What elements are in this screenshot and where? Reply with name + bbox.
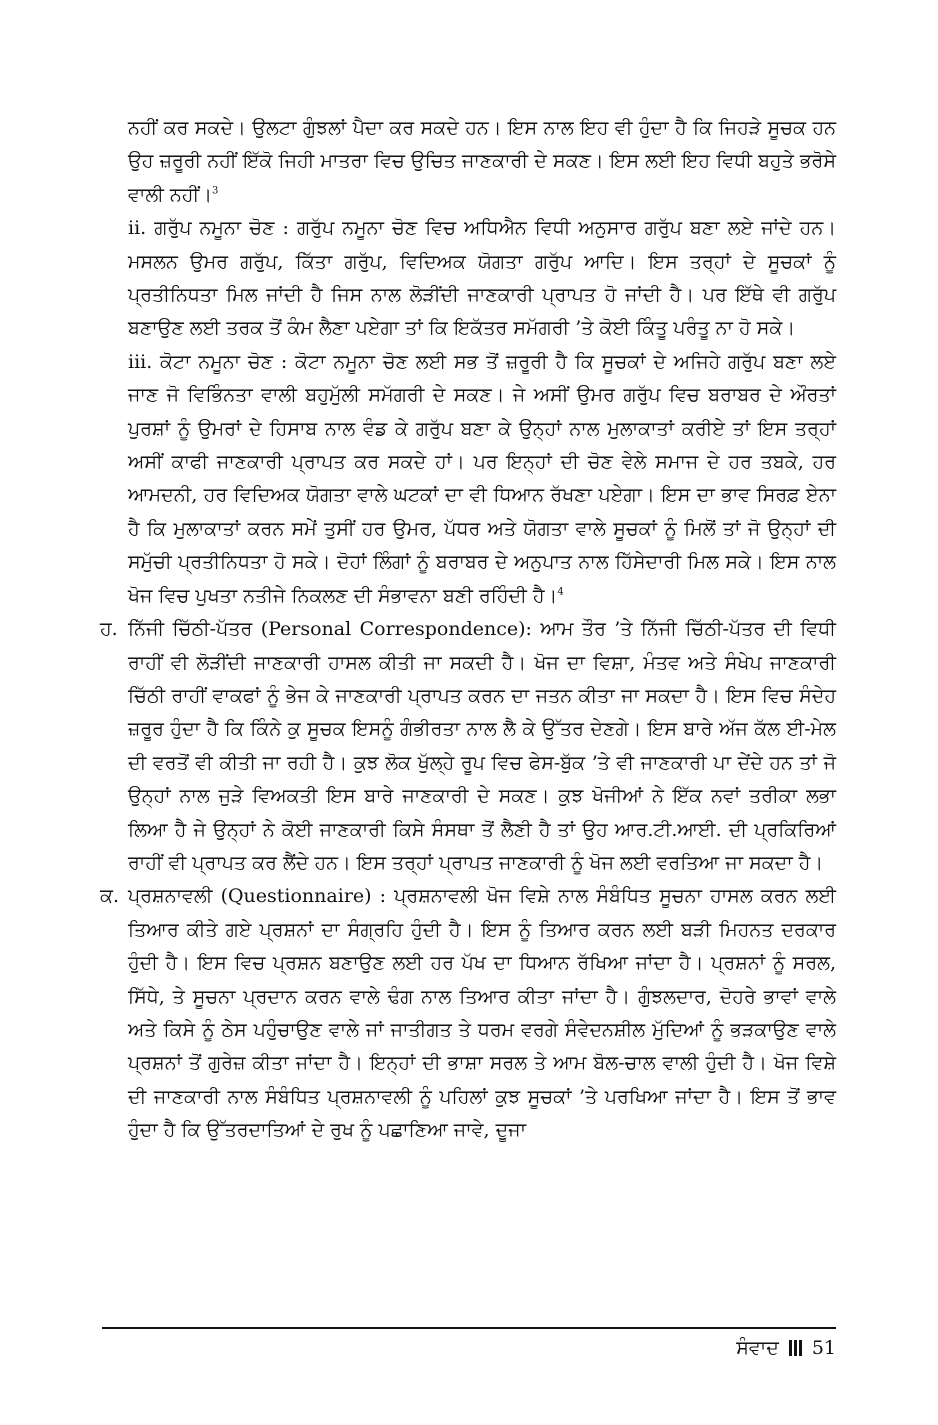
separator-bars-icon [789,1340,802,1356]
page-number: 51 [811,1337,836,1359]
list-marker: ਹ. [100,618,118,641]
item-text: ਪ੍ਰਸ਼ਨਾਵਲੀ (Questionnaire) : ਪ੍ਰਸ਼ਨਾਵਲੀ ਖੋਜ ਵਿਸ਼ੇ ਨਾਲ ਸੰਬੰਧਿਤ ਸੂਚਨਾ ਹਾਸਲ ਕਰਨ ਲਈ ਤਿਆਰ ਕੀਤੇ ਗਏ ਪ੍ਰਸ਼ਨਾਂ ਦਾ ਸੰਗ੍ਰਹਿ ਹੁੰਦੀ ਹੈ। ਇਸ ਨੂੰ ਤਿਆਰ ਕਰਨ ਲਈ ਬੜੀ ਮਿਹਨਤ ਦਰਕਾਰ ਹੁੰਦੀ ਹੈ। ਇਸ ਵਿਚ ਪ੍ਰਸ਼ਨ ਬਣਾਉਣ ਲਈ ਹਰ ਪੱਖ ਦਾ ਧਿਆਨ ਰੱਖਿਆ ਜਾਂਦਾ ਹੈ। ਪ੍ਰਸ਼ਨਾਂ ਨੂੰ ਸਰਲ, ਸਿੱਧੇ, ਤੇ ਸੂਚਨਾ ਪ੍ਰਦਾਨ ਕਰਨ ਵਾਲੇ ਢੰਗ ਨਾਲ ਤਿਆਰ ਕੀਤਾ ਜਾਂਦਾ ਹੈ। ਗੁੰਝਲਦਾਰ, ਦੋਹਰੇ ਭਾਵਾਂ ਵਾਲੇ ਅਤੇ ਕਿਸੇ ਨੂੰ ਠੇਸ ਪਹੁੰਚਾਉਣ ਵਾਲੇ ਜਾਂ ਜਾਤੀਗਤ ਤੇ ਧਰਮ ਵਰਗੇ ਸੰਵੇਦਨਸ਼ੀਲ ਮੁੱਦਿਆਂ ਨੂੰ ਭੜਕਾਉਣ ਵਾਲੇ ਪ੍ਰਸ਼ਨਾਂ ਤੋਂ ਗੁਰੇਜ਼ ਕੀਤਾ ਜਾਂਦਾ ਹੈ। ਇਨ੍ਹਾਂ ਦੀ ਭਾਸ਼ਾ ਸਰਲ ਤੇ ਆਮ ਬੋਲ-ਚਾਲ ਵਾਲੀ ਹੁੰਦੀ ਹੈ। ਖੋਜ ਵਿਸ਼ੇ ਦੀ ਜਾਣਕਾਰੀ ਨਾਲ ਸੰਬੰਧਿਤ ਪ੍ਰਸ਼ਨਾਵਲੀ ਨੂੰ ਪਹਿਲਾਂ ਕੁਝ ਸੂਚਕਾਂ ’ਤੇ ਪਰਖਿਆ ਜਾਂਦਾ ਹੈ। ਇਸ ਤੋਂ ਭਾਵ ਹੁੰਦਾ ਹੈ ਕਿ ਉੱਤਰਦਾਤਿਆਂ ਦੇ ਰੁਖ ਨੂੰ ਪਛਾਣਿਆ ਜਾਵੇ, ਦੂਜਾ [128,885,836,1142]
page-footer [736,1336,836,1360]
item-text: ਨਿੱਜੀ ਚਿੱਠੀ-ਪੱਤਰ (Personal Correspondence): ਆਮ ਤੌਰ ’ਤੇ ਨਿੱਜੀ ਚਿੱਠੀ-ਪੱਤਰ ਦੀ ਵਿਧੀ ਰਾਹੀਂ ਵੀ ਲੋੜੀਂਦੀ ਜਾਣਕਾਰੀ ਹਾਸਲ ਕੀਤੀ ਜਾ ਸਕਦੀ ਹੈ। ਖੋਜ ਦਾ ਵਿਸ਼ਾ, ਮੰਤਵ ਅਤੇ ਸੰਖੇਪ ਜਾਣਕਾਰੀ ਚਿੱਠੀ ਰਾਹੀਂ ਵਾਕਫਾਂ ਨੂੰ ਭੇਜ ਕੇ ਜਾਣਕਾਰੀ ਪ੍ਰਾਪਤ ਕਰਨ ਦਾ ਜਤਨ ਕੀਤਾ ਜਾ ਸਕਦਾ ਹੈ। ਇਸ ਵਿਚ ਸੰਦੇਹ ਜ਼ਰੂਰ ਹੁੰਦਾ ਹੈ ਕਿ ਕਿੰਨੇ ਕੁ ਸੂਚਕ ਇਸਨੂੰ ਗੰਭੀਰਤਾ ਨਾਲ ਲੈ ਕੇ ਉੱਤਰ ਦੇਣਗੇ। ਇਸ ਬਾਰੇ ਅੱਜ ਕੱਲ ਈ-ਮੇਲ ਦੀ ਵਰਤੋਂ ਵੀ ਕੀਤੀ ਜਾ ਰਹੀ ਹੈ। ਕੁਝ ਲੋਕ ਖੁੱਲ੍ਹੇ ਰੂਪ ਵਿਚ ਫੇਸ-ਬੁੱਕ ’ਤੇ ਵੀ ਜਾਣਕਾਰੀ ਪਾ ਦੇਂਦੇ ਹਨ ਤਾਂ ਜੋ ਉਨ੍ਹਾਂ ਨਾਲ ਜੁੜੇ ਵਿਅਕਤੀ ਇਸ ਬਾਰੇ ਜਾਣਕਾਰੀ ਦੇ ਸਕਣ। ਕੁਝ ਖੋਜੀਆਂ ਨੇ ਇੱਕ ਨਵਾਂ ਤਰੀਕਾ ਲਭਾ ਲਿਆ ਹੈ ਜੇ ਉਨ੍ਹਾਂ ਨੇ ਕੋਈ ਜਾਣਕਾਰੀ ਕਿਸੇ ਸੰਸਥਾ ਤੋਂ ਲੈਣੀ ਹੈ ਤਾਂ ਉਹ ਆਰ.ਟੀ.ਆਈ. ਦੀ ਪ੍ਰਕਿਰਿਆਂ ਰਾਹੀਂ ਵੀ ਪ੍ਰਾਪਤ ਕਰ ਲੈਂਦੇ ਹਨ। ਇਸ ਤਰ੍ਹਾਂ ਪ੍ਰਾਪਤ ਜਾਣਕਾਰੀ ਨੂੰ ਖੋਜ ਲਈ ਵਰਤਿਆ ਜਾ ਸਕਦਾ ਹੈ। [128,618,836,874]
paragraph-text: ਨਹੀਂ ਕਰ ਸਕਦੇ। ਉਲਟਾ ਗੁੰਝਲਾਂ ਪੈਦਾ ਕਰ ਸਕਦੇ ਹਨ। ਇਸ ਨਾਲ ਇਹ ਵੀ ਹੁੰਦਾ ਹੈ ਕਿ ਜਿਹੜੇ ਸੂਚਕ ਹਨ ਉਹ ਜ਼ਰੂਰੀ ਨਹੀਂ ਇੱਕੋ ਜਿਹੀ ਮਾਤਰਾ ਵਿਚ ਉਚਿਤ ਜਾਣਕਾਰੀ ਦੇ ਸਕਣ। ਇਸ ਲਈ ਇਹ ਵਿਧੀ ਬਹੁਤੇ ਭਰੋਸੇ ਵਾਲੀ ਨਹੀਂ। [128,117,836,206]
paragraph-quota-sampling [128,346,836,613]
list-item-questionnaire [100,880,836,1147]
paragraph-text: iii. ਕੋਟਾ ਨਮੂਨਾ ਚੋਣ : ਕੋਟਾ ਨਮੂਨਾ ਚੋਣ ਲਈ ਸਭ ਤੋਂ ਜ਼ਰੂਰੀ ਹੈ ਕਿ ਸੂਚਕਾਂ ਦੇ ਅਜਿਹੇ ਗਰੁੱਪ ਬਣਾ ਲਏ ਜਾਣ ਜੋ ਵਿਭਿੰਨਤਾ ਵਾਲੀ ਬਹੁਮੁੱਲੀ ਸਮੱਗਰੀ ਦੇ ਸਕਣ। ਜੇ ਅਸੀਂ ਉਮਰ ਗਰੁੱਪ ਵਿਚ ਬਰਾਬਰ ਦੇ ਔਰਤਾਂ ਪੁਰਸ਼ਾਂ ਨੂੰ ਉਮਰਾਂ ਦੇ ਹਿਸਾਬ ਨਾਲ ਵੰਡ ਕੇ ਗਰੁੱਪ ਬਣਾ ਕੇ ਉਨ੍ਹਾਂ ਨਾਲ ਮੁਲਾਕਾਤਾਂ ਕਰੀਏ ਤਾਂ ਇਸ ਤਰ੍ਹਾਂ ਅਸੀਂ ਕਾਫੀ ਜਾਣਕਾਰੀ ਪ੍ਰਾਪਤ ਕਰ ਸਕਦੇ ਹਾਂ। ਪਰ ਇਨ੍ਹਾਂ ਦੀ ਚੋਣ ਵੇਲੇ ਸਮਾਜ ਦੇ ਹਰ ਤਬਕੇ, ਹਰ ਆਮਦਨੀ, ਹਰ ਵਿਦਿਅਕ ਯੋਗਤਾ ਵਾਲੇ ਘਟਕਾਂ ਦਾ ਵੀ ਧਿਆਨ ਰੱਖਣਾ ਪਏਗਾ। ਇਸ ਦਾ ਭਾਵ ਸਿਰਫ਼ ਏਨਾ ਹੈ ਕਿ ਮੁਲਾਕਾਤਾਂ ਕਰਨ ਸਮੇਂ ਤੁਸੀਂ ਹਰ ਉਮਰ, ਪੱਧਰ ਅਤੇ ਯੋਗਤਾ ਵਾਲੇ ਸੂਚਕਾਂ ਨੂੰ ਮਿਲੋਂ ਤਾਂ ਜੋ ਉਨ੍ਹਾਂ ਦੀ ਸਮੁੱਚੀ ਪ੍ਰਤੀਨਿਧਤਾ ਹੋ ਸਕੇ। ਦੋਹਾਂ ਲਿੰਗਾਂ ਨੂੰ ਬਰਾਬਰ ਦੇ ਅਨੁਪਾਤ ਨਾਲ ਹਿੱਸੇਦਾਰੀ ਮਿਲ ਸਕੇ। ਇਸ ਨਾਲ ਖੋਜ ਵਿਚ ਪੁਖਤਾ ਨਤੀਜੇ ਨਿਕਲਣ ਦੀ ਸੰਭਾਵਨਾ ਬਣੀ ਰਹਿੰਦੀ ਹੈ। [128,350,836,607]
paragraph-group-sampling [128,212,836,346]
paragraph-text: ii. ਗਰੁੱਪ ਨਮੂਨਾ ਚੋਣ : ਗਰੁੱਪ ਨਮੂਨਾ ਚੋਣ ਵਿਚ ਅਧਿਐਨ ਵਿਧੀ ਅਨੁਸਾਰ ਗਰੁੱਪ ਬਣਾ ਲਏ ਜਾਂਦੇ ਹਨ। ਮਸਲਨ ਉਮਰ ਗਰੁੱਪ, ਕਿੱਤਾ ਗਰੁੱਪ, ਵਿਦਿਅਕ ਯੋਗਤਾ ਗਰੁੱਪ ਆਦਿ। ਇਸ ਤਰ੍ਹਾਂ ਦੇ ਸੂਚਕਾਂ ਨੂੰ ਪ੍ਰਤੀਨਿਧਤਾ ਮਿਲ ਜਾਂਦੀ ਹੈ ਜਿਸ ਨਾਲ ਲੋੜੀਂਦੀ ਜਾਣਕਾਰੀ ਪ੍ਰਾਪਤ ਹੋ ਜਾਂਦੀ ਹੈ। ਪਰ ਇੱਥੇ ਵੀ ਗਰੁੱਪ ਬਣਾਉਣ ਲਈ ਤਰਕ ਤੋਂ ਕੰਮ ਲੈਣਾ ਪਏਗਾ ਤਾਂ ਕਿ ਇਕੱਤਰ ਸਮੱਗਰੀ ’ਤੇ ਕੋਈ ਕਿੰਤੂ ਪਰੰਤੂ ਨਾ ਹੋ ਸਕੇ। [128,217,836,340]
list-marker: ਕ. [100,885,119,908]
paragraph-continuation [128,112,836,212]
footnote-marker: 3 [212,185,219,197]
list-item-personal-correspondence [100,613,836,880]
footnote-marker: 4 [557,586,564,598]
body-text [100,112,836,1148]
journal-name: ਸੰਵਾਦ [736,1337,779,1359]
footer-divider [102,1327,836,1329]
